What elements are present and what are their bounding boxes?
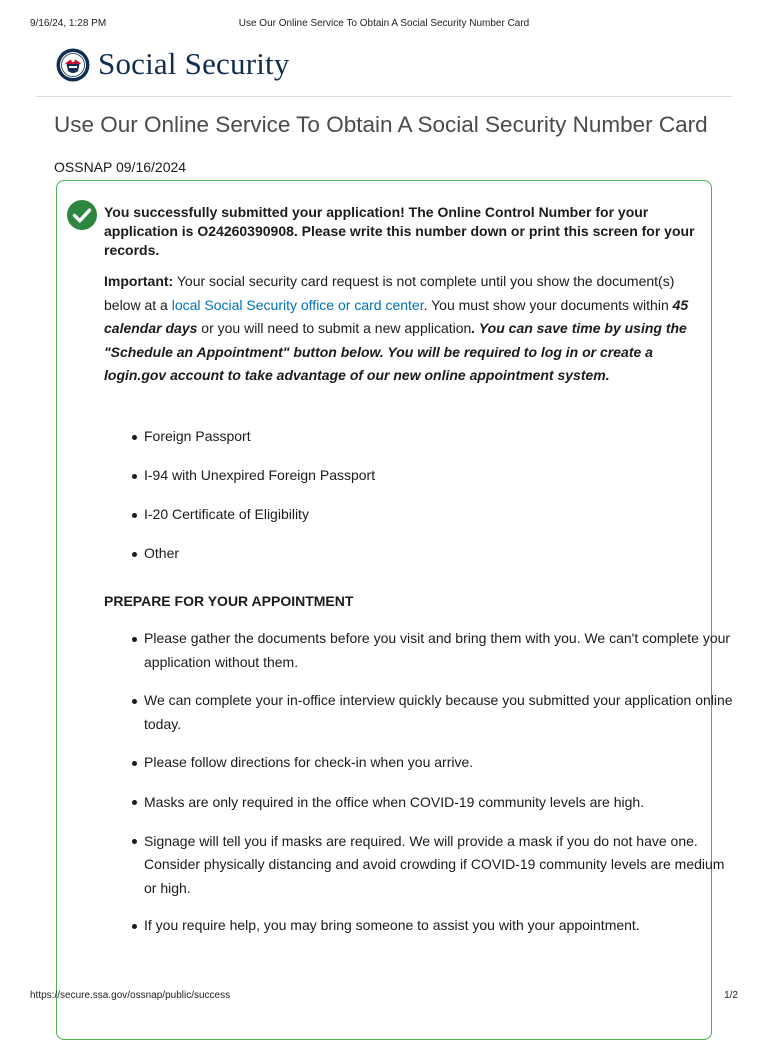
important-text-3: or you will need to submit a new application bbox=[197, 320, 472, 336]
list-item: I-20 Certificate of Eligibility bbox=[144, 505, 734, 544]
office-locator-link[interactable]: local Social Security office or card center bbox=[171, 296, 424, 313]
site-logo-text[interactable]: Social Security bbox=[98, 46, 290, 81]
important-text-2: . You must show your documents within bbox=[423, 296, 673, 313]
list-item: We can complete your in-office interview quickly because you submitted your application online today. bbox=[144, 689, 734, 751]
list-item: I-94 with Unexpired Foreign Passport bbox=[144, 466, 734, 505]
print-footer bbox=[30, 990, 738, 1004]
list-item: Masks are only required in the office when COVID-19 community levels are high. bbox=[144, 791, 734, 830]
page-title: Use Our Online Service To Obtain A Social Security Number Card bbox=[54, 112, 708, 137]
important-label: Important: bbox=[104, 273, 174, 289]
list-item: Please follow directions for check-in when you arrive. bbox=[144, 751, 734, 791]
ssa-seal-icon[interactable] bbox=[56, 48, 90, 82]
list-item: Other bbox=[144, 544, 734, 583]
days-emphasis: 45 calendar days bbox=[104, 296, 689, 336]
print-doc-title: Use Our Online Service To Obtain A Social Security Number Card bbox=[238, 18, 530, 29]
required-documents-list bbox=[104, 427, 734, 583]
page-code-line: OSSNAP 09/16/2024 bbox=[54, 159, 187, 175]
list-item: If you require help, you may bring someone to assist you with your appointment. bbox=[144, 914, 734, 944]
print-page-number: 1/2 bbox=[724, 990, 738, 1001]
print-url: https://secure.ssa.gov/ossnap/public/success bbox=[30, 990, 231, 1001]
prepare-heading: PREPARE FOR YOUR APPOINTMENT bbox=[104, 593, 354, 609]
list-item: Signage will tell you if masks are required. We will provide a mask if you do not have one. Consider physically distancing and avoid crowding if COVID-19 community levels are medium or high. bbox=[144, 830, 734, 915]
list-item: Please gather the documents before you visit and bring them with you. We can't complete your application without them. bbox=[144, 627, 734, 689]
prepare-list bbox=[104, 627, 734, 944]
important-notice bbox=[104, 270, 704, 388]
success-message: You successfully submitted your application! The Online Control Number for your application is O24260390908. Please write this number down or print this screen for your records. bbox=[104, 204, 695, 258]
appointment-emphasis: . You can save time by using the "Schedule an Appointment" button below. You will be required to log in or create a login.gov account to take advantage of our new online appointment system. bbox=[104, 320, 687, 383]
list-item: Foreign Passport bbox=[144, 427, 734, 466]
print-datetime: 9/16/24, 1:28 PM bbox=[30, 18, 107, 29]
print-header bbox=[30, 18, 738, 32]
site-header bbox=[36, 38, 732, 97]
check-circle-icon bbox=[67, 200, 97, 230]
important-text-1: Your social security card request is not complete until you show the document(s) below at a bbox=[104, 273, 675, 313]
